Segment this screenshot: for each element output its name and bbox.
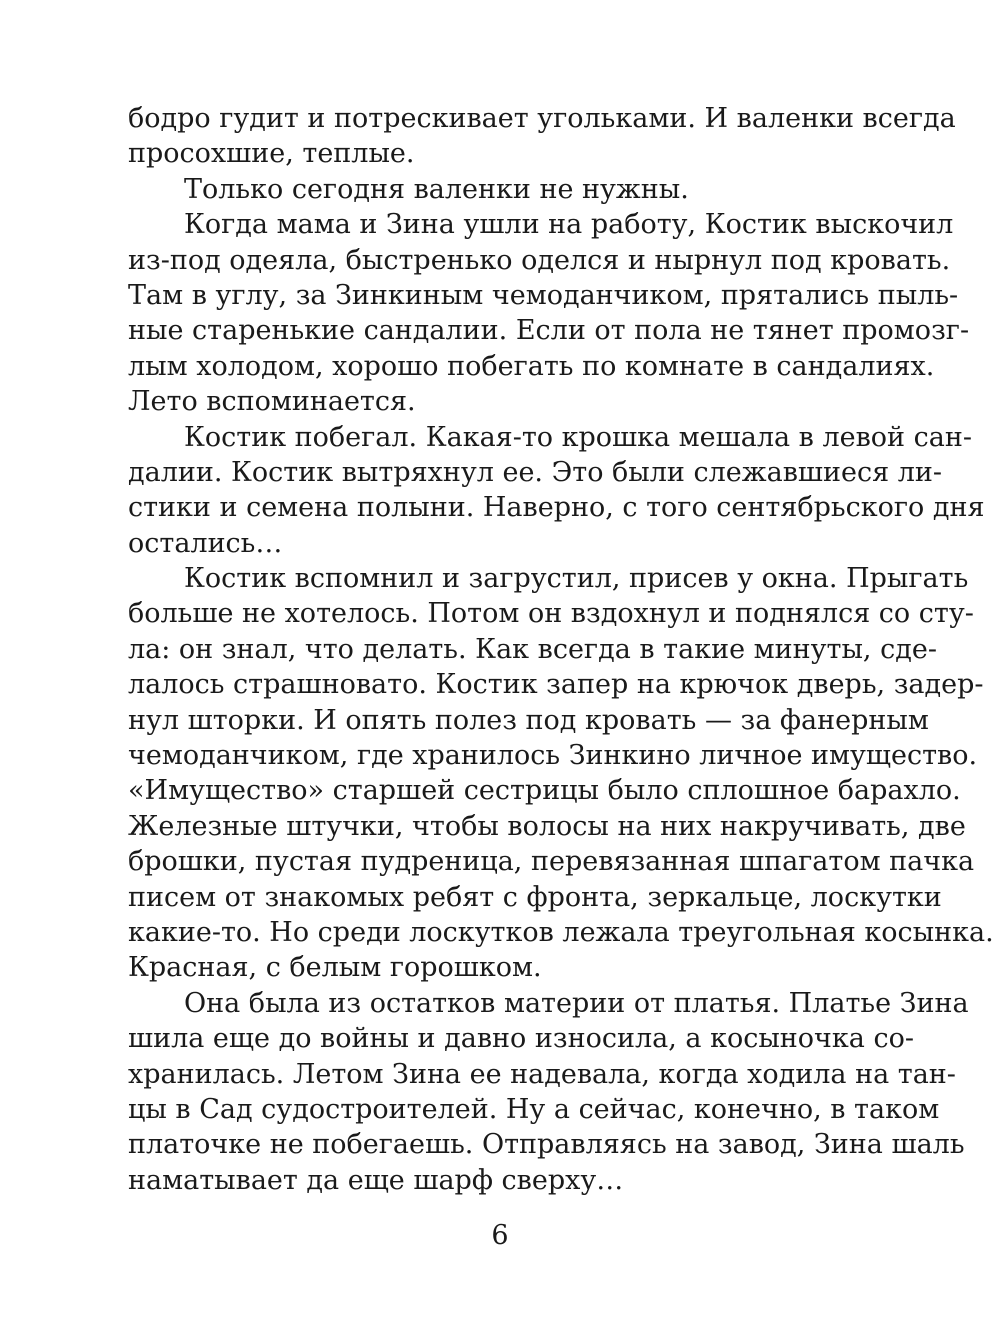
text-line: нул шторки. И опять полез под кровать — за фанерным: [128, 704, 929, 736]
text-line: бодро гудит и потрескивает угольками. И валенки всегда: [128, 103, 956, 134]
text-line: Когда мама и Зина ушли на работу, Костик выскочил: [184, 209, 954, 241]
text-line: писем от знакомых ребят с фронта, зеркальце, лоскутки: [128, 881, 942, 913]
text-line: платочке не побегаешь. Отправляясь на завод, Зина шаль: [128, 1129, 965, 1161]
text-line: Железные штучки, чтобы волосы на них накручивать, две: [128, 810, 966, 842]
text-line: из-под одеяла, быстренько оделся и нырнул под кровать.: [128, 244, 951, 276]
text-line: больше не хотелось. Потом он вздохнул и поднялся со сту-: [128, 598, 974, 630]
text-line: ла: он знал, что делать. Как всегда в такие минуты, сде-: [128, 633, 937, 665]
text-line: стики и семена полыни. Наверно, с того сентябрьского дня: [128, 492, 985, 524]
text-line: шила еще до войны и давно износила, а косыночка со-: [128, 1023, 914, 1055]
text-line: Только сегодня валенки не нужны.: [184, 173, 689, 205]
text-line: Там в углу, за Зинкиным чемоданчиком, прятались пыль-: [128, 279, 959, 311]
text-line: Костик побегал. Какая-то крошка мешала в левой сан-: [184, 421, 972, 453]
text-line: цы в Сад судостроителей. Ну а сейчас, конечно, в таком: [128, 1093, 940, 1125]
text-line: Лето вспоминается.: [128, 386, 416, 418]
text-line: ные старенькие сандалии. Если от пола не тянет промозг-: [128, 315, 970, 347]
text-line: остались…: [128, 527, 283, 559]
text-line: Красная, с белым горошком.: [128, 952, 542, 984]
body-text: [128, 101, 994, 1198]
text-line: Она была из остатков материи от платья. Платье Зина: [184, 987, 969, 1019]
text-line: какие-то. Но среди лоскутков лежала треугольная косынка.: [128, 916, 994, 948]
text-line: Костик вспомнил и загрустил, присев у окна. Прыгать: [184, 563, 969, 595]
text-line: далии. Костик вытряхнул ее. Это были слежавшиеся ли-: [128, 456, 942, 488]
text-line: «Имущество» старшей сестрицы было сплошное барахло.: [128, 775, 961, 807]
text-line: лым холодом, хорошо побегать по комнате в сандалиях.: [128, 350, 935, 382]
text-line: чемоданчиком, где хранилось Зинкино личное имущество.: [128, 740, 978, 772]
text-line: лалось страшновато. Костик запер на крючок дверь, задер-: [128, 669, 984, 701]
text-line: наматывает да еще шарф сверху…: [128, 1164, 624, 1196]
page-number: 6: [491, 1220, 509, 1251]
text-line: хранилась. Летом Зина ее надевала, когда ходила на тан-: [128, 1058, 956, 1090]
text-line: брошки, пустая пудреница, перевязанная шпагатом пачка: [128, 846, 975, 878]
text-line: просохшие, теплые.: [128, 138, 415, 170]
